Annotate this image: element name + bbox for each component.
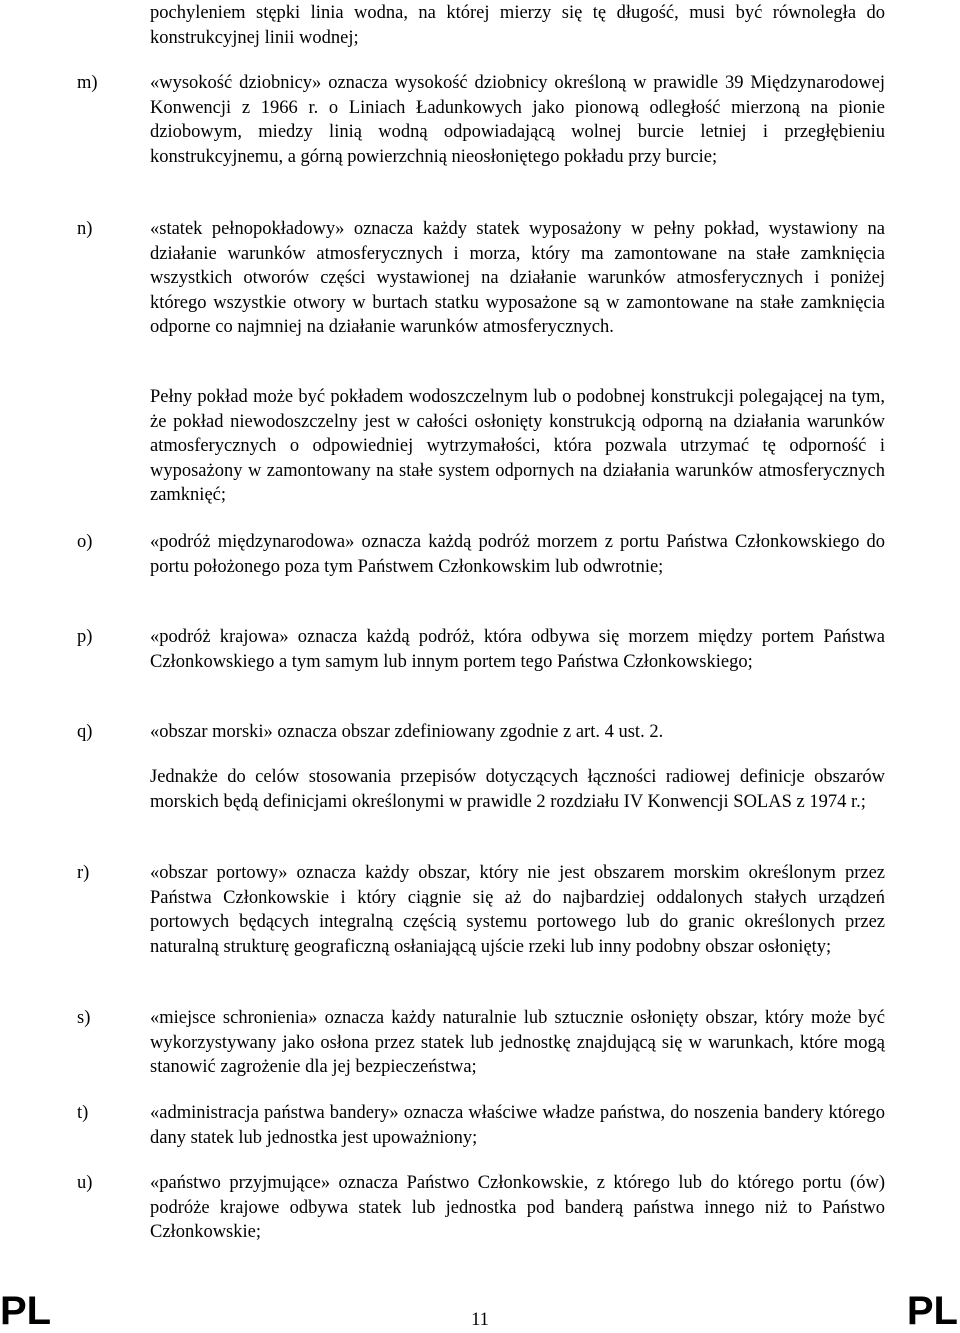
item-letter-r: r)	[77, 863, 90, 883]
definition-u-panstwo-przyjmujace: «państwo przyjmujące» oznacza Państwo Członkowskie, z którego lub do którego portu (ów) podróże krajowe odbywa statek lub jednostka pod banderą państwa innego niż to Państwo Członkowskie;	[150, 1173, 885, 1243]
footer-language-label-right: PL	[906, 1289, 958, 1333]
definition-s-miejsce-schronienia: «miejsce schronienia» oznacza każdy naturalnie lub sztucznie osłonięty obszar, który może być wykorzystywany jako osłona przez statek lub jednostkę znajdującą się w warunkach, które mogą stanowić zagrożenie dla jej bezpieczeństwa;	[150, 1008, 885, 1078]
item-letter-p: p)	[77, 627, 93, 647]
item-letter-m: m)	[77, 73, 98, 93]
definition-t-administracja-panstwa-bandery: «administracja państwa bandery» oznacza właściwe władze państwa, do noszenia bandery którego dany statek lub jednostka jest upoważniony;	[150, 1103, 885, 1148]
footer-language-label-left: PL	[0, 1289, 52, 1333]
definition-n-statek-pelnopokladowy: «statek pełnopokładowy» oznacza każdy statek wyposażony w pełny pokład, wystawiony na działanie warunków atmosferycznych i morza, który ma zamontowane na stałe zamknięcia wszystkich otworów części wystawionej na działanie warunków atmosferycznych i poniżej którego wszystkie otwory w burtach statku wyposażone są w zamontowane na stałe zamknięcia odporne co najmniej na działanie warunków atmosferycznych.	[150, 219, 885, 338]
item-letter-o: o)	[77, 532, 93, 552]
page-number: 11	[471, 1310, 489, 1330]
definition-q-obszar-morski: «obszar morski» oznacza obszar zdefiniowany zgodnie z art. 4 ust. 2.	[150, 722, 664, 742]
definition-q-lacznosc-radiowa: Jednakże do celów stosowania przepisów dotyczących łączności radiowej definicje obszarów morskich będą definicjami określonymi w prawidle 2 rozdziału IV Konwencji SOLAS z 1974 r.;	[150, 767, 885, 812]
definition-r-obszar-portowy: «obszar portowy» oznacza każdy obszar, który nie jest obszarem morskim określonym przez Państwa Członkowskie i który ciągnie się aż do najbardziej oddalonych stałych urządzeń portowych będących integralną częścią systemu portowego lub do granic określonych przez naturalną strukturę geograficzną osłaniającą ujście rzeki lub inny podobny obszar osłonięty;	[150, 863, 885, 957]
item-letter-s: s)	[77, 1008, 91, 1028]
definition-o-podroz-miedzynarodowa: «podróż międzynarodowa» oznacza każdą podróż morzem z portu Państwa Członkowskiego do portu położonego poza tym Państwem Członkowskim lub odwrotnie;	[150, 532, 885, 577]
item-letter-n: n)	[77, 219, 93, 239]
paragraph-continuation: pochyleniem stępki linia wodna, na której mierzy się tę długość, musi być równoległa do konstrukcyjnej linii wodnej;	[150, 3, 885, 48]
item-letter-t: t)	[77, 1103, 89, 1123]
definition-p-podroz-krajowa: «podróż krajowa» oznacza każdą podróż, która odbywa się morzem między portem Państwa Członkowskiego a tym samym lub innym portem tego Państwa Członkowskiego;	[150, 627, 885, 672]
definition-n-pelny-poklad: Pełny pokład może być pokładem wodoszczelnym lub o podobnej konstrukcji polegającej na tym, że pokład niewodoszczelny jest w całości osłonięty konstrukcją odporną na działania warunków atmosferycznych o odpowiedniej wytrzymałości, która pozwala utrzymać tę odporność i wyposażony w zamontowany na stałe system odpornych na działania warunków atmosferycznych zamknięć;	[150, 387, 885, 506]
item-letter-u: u)	[77, 1173, 93, 1193]
definition-m-wysokosc-dziobnicy: «wysokość dziobnicy» oznacza wysokość dziobnicy określoną w prawidle 39 Międzynarodowej Konwencji z 1966 r. o Liniach Ładunkowych jako pionową odległość mierzoną na pionie dziobowym, miedzy linią wodną odpowiadającą wolnej burcie letniej i przegłębieniu konstrukcyjnemu, a górną powierzchnią nieosłoniętego pokładu przy burcie;	[150, 73, 885, 167]
item-letter-q: q)	[77, 722, 93, 742]
